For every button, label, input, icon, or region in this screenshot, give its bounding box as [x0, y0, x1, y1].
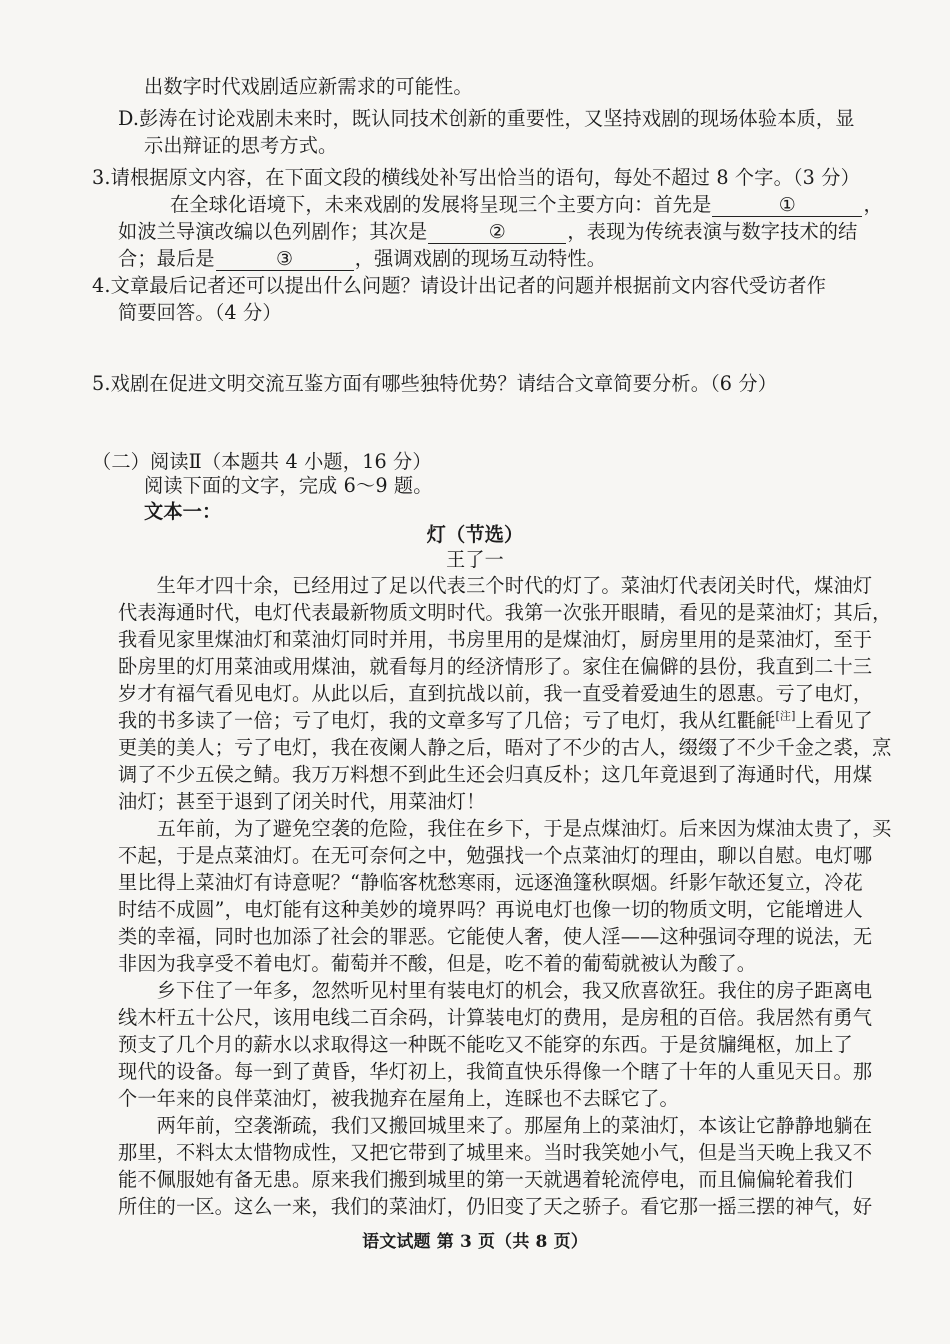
- article-line: 我看见家里煤油灯和菜油灯同时并用，书房里用的是煤油灯，厨房里用的是菜油灯，至于: [118, 628, 873, 651]
- q3-passage-line1: 在全球化语境下，未来戏剧的发展将呈现三个主要方向：首先是 ① ，: [170, 193, 883, 216]
- article-line: 五年前，为了避免空袭的危险，我住在乡下，于是点煤油灯。后来因为煤油太贵了，买: [118, 817, 892, 840]
- article-line: 岁才有福气看见电灯。从此以后，直到抗战以前，我一直受着爱迪生的恩惠。亏了电灯，: [118, 682, 873, 705]
- article-line: 那里，不料太太惜物成性，又把它带到了城里来。当时我笑她小气，但是当天晚上我又不: [118, 1141, 873, 1164]
- article-line: 调了不少五侯之鲭。我万万料想不到此生还会归真反朴；这几年竟退到了海通时代，用煤: [118, 763, 873, 786]
- article-line: 里比得上菜油灯有诗意呢？“静临客枕愁寒雨，远逐渔篷秋暝烟。纤影乍欹还复立，冷花: [118, 871, 863, 894]
- article-line: 线木杆五十公尺，该用电线二百余码，计算装电灯的费用，是房租的百倍。我居然有勇气: [118, 1006, 873, 1029]
- q3-passage-line2: 如波兰导演改编以色列剧作；其次是 ② ，表现为传统表演与数字技术的结: [118, 220, 858, 243]
- article-title: 灯（节选）: [426, 523, 524, 546]
- question-4-line1: 4.文章最后记者还可以提出什么问题？请设计出记者的问题并根据前文内容代受访者作: [92, 274, 827, 297]
- article-line: 卧房里的灯用菜油或用煤油，就看每月的经济情形了。家住在偏僻的县份，我直到二十三: [118, 655, 873, 678]
- article-line: 代表海通时代，电灯代表最新物质文明时代。我第一次张开眼睛，看见的是菜油灯；其后，: [118, 601, 892, 624]
- article-line: 油灯；甚至于退到了闭关时代，用菜油灯！: [118, 790, 486, 813]
- article-line: 能不佩服她有备无患。原来我们搬到城里的第一天就遇着轮流停电，而且偏偏轮着我们: [118, 1168, 853, 1191]
- question-3: 3.请根据原文内容，在下面文段的横线处补写出恰当的语句，每处不超过 8 个字。（3 分）: [92, 166, 860, 189]
- option-d-line1: D.彭涛在讨论戏剧未来时，既认同技术创新的重要性，又坚持戏剧的现场体验本质，显: [118, 107, 855, 130]
- article-line: 时结不成圆”，电灯能有这种美妙的境界吗？再说电灯也像一切的物质文明，它能增进人: [118, 898, 863, 921]
- page-footer: 语文试题 第 3 页（共 8 页）: [362, 1232, 588, 1252]
- article-line: 非因为我享受不着电灯。葡萄并不酸，但是，吃不着的葡萄就被认为酸了。: [118, 952, 757, 975]
- q3-passage-line3: 合；最后是 ③ ，强调戏剧的现场互动特性。: [118, 247, 607, 270]
- article-author: 王了一: [445, 548, 504, 571]
- section-instruction: 阅读下面的文字，完成 6～9 题。: [144, 474, 433, 497]
- article-line: 个一年来的良伴菜油灯，被我抛弃在屋角上，连睬也不去睬它了。: [118, 1087, 679, 1110]
- article-line: 不起，于是点菜油灯。在无可奈何之中，勉强找一个点菜油灯的理由，聊以自慰。电灯哪: [118, 844, 873, 867]
- article-line: 更美的美人；亏了电灯，我在夜阑人静之后，晤对了不少的古人，缀缀了不少千金之裘，烹: [118, 736, 892, 759]
- option-c-continuation: 出数字时代戏剧适应新需求的可能性。: [144, 75, 473, 98]
- article-line: 所住的一区。这么一来，我们的菜油灯，仍旧变了天之骄子。看它那一摇三摆的神气，好: [118, 1195, 873, 1218]
- answer-blank-1[interactable]: ①: [712, 194, 862, 217]
- option-d-line2: 示出辩证的思考方式。: [144, 134, 338, 157]
- article-line: 现代的设备。每一到了黄昏，华灯初上，我简直快乐得像一个瞎了十年的人重见天日。那: [118, 1060, 873, 1083]
- article-line: 乡下住了一年多，忽然听见村里有装电灯的机会，我又欣喜欲狂。我住的房子距离电: [118, 979, 873, 1002]
- section-heading: （二）阅读Ⅱ（本题共 4 小题，16 分）: [92, 450, 432, 473]
- article-line: 类的幸福，同时也加添了社会的罪恶。它能使人奢，使人淫——这种强词夺理的说法，无: [118, 925, 873, 948]
- answer-blank-3[interactable]: ③: [216, 248, 354, 271]
- article-line: 两年前，空袭渐疏，我们又搬回城里来了。那屋角上的菜油灯，本该让它静静地躺在: [118, 1114, 873, 1137]
- article-line-with-note: 我的书多读了一倍；亏了电灯，我的文章多写了几倍；亏了电灯，我从红氍毹[注]上看见了: [118, 709, 873, 732]
- footnote-mark: [注]: [775, 709, 796, 723]
- article-line: 预支了几个月的薪水以求取得这一种既不能吃又不能穿的东西。于是贫牖绳枢，加上了: [118, 1033, 853, 1056]
- text-label: 文本一：: [144, 500, 222, 523]
- answer-blank-2[interactable]: ②: [428, 221, 566, 244]
- question-5: 5.戏剧在促进文明交流互鉴方面有哪些独特优势？请结合文章简要分析。（6 分）: [92, 372, 778, 395]
- question-4-line2: 简要回答。（4 分）: [118, 301, 282, 324]
- article-line: 生年才四十余，已经用过了足以代表三个时代的灯了。菜油灯代表闭关时代，煤油灯: [118, 574, 873, 597]
